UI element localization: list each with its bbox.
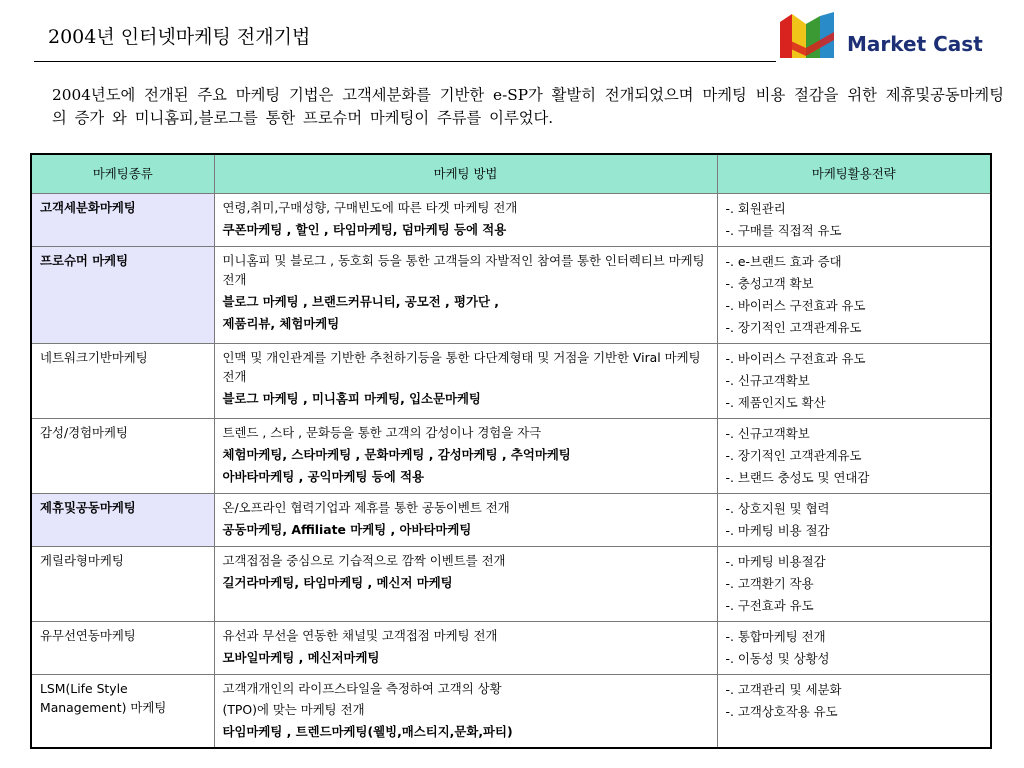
category-cell — [31, 547, 214, 622]
method-cell — [214, 419, 717, 494]
method-text: (TPO)에 맞는 마케팅 전개 — [222, 702, 365, 717]
method-applications: 블로그 마케팅 , 미니홈피 마케팅, 입소문마케팅 — [222, 391, 481, 406]
logo-bars-icon — [776, 6, 856, 62]
strategy-item: -. 바이러스 구전효과 유도 — [725, 298, 866, 313]
method-text: 트렌드 , 스타 , 문화등을 통한 고객의 감성이나 경험을 자극 — [222, 425, 542, 440]
header-category: 마케팅종류 — [31, 154, 214, 194]
strategy-item: -. e-브랜드 효과 증대 — [725, 254, 842, 269]
table-row — [31, 419, 991, 494]
strategy-cell — [717, 494, 991, 547]
table-row — [31, 675, 991, 749]
strategy-item: -. 이동성 및 상황성 — [725, 651, 830, 666]
method-applications: 타임마케팅 , 트렌드마케팅(웰빙,매스티지,문화,파티) — [222, 724, 513, 739]
table-row — [31, 247, 991, 344]
strategy-cell — [717, 194, 991, 247]
method-text: 고객접점을 중심으로 기습적으로 깜짝 이벤트를 전개 — [222, 553, 506, 568]
strategy-item: -. 구전효과 유도 — [725, 598, 814, 613]
marketing-table — [30, 153, 992, 749]
strategy-item: -. 신규고객확보 — [725, 426, 810, 441]
strategy-item: -. 고객환기 작용 — [725, 576, 814, 591]
category-cell — [31, 344, 214, 419]
strategy-item: -. 마케팅 비용 절감 — [725, 523, 830, 538]
strategy-item: -. 구매를 직접적 유도 — [725, 223, 842, 238]
strategy-item: -. 회원관리 — [725, 201, 786, 216]
strategy-item: -. 바이러스 구전효과 유도 — [725, 351, 866, 366]
category-cell — [31, 494, 214, 547]
table-row — [31, 194, 991, 247]
method-cell — [214, 494, 717, 547]
page-title: 2004년 인터넷마케팅 전개기법 — [48, 26, 311, 48]
strategy-item: -. 장기적인 고객관계유도 — [725, 320, 862, 335]
table-row — [31, 547, 991, 622]
method-text: 온/오프라인 협력기업과 제휴를 통한 공동이벤트 전개 — [222, 500, 510, 515]
category-label: 유무선연동마케팅 — [40, 628, 136, 643]
method-applications: 길거라마케팅, 타임마케팅 , 메신저 마케팅 — [222, 575, 453, 590]
category-label: 감성/경험마케팅 — [40, 425, 128, 440]
method-applications: 체험마케팅, 스타마케팅 , 문화마케팅 , 감성마케팅 , 추억마케팅 — [222, 447, 571, 462]
category-cell — [31, 247, 214, 344]
title-divider — [34, 61, 776, 62]
table-header-row — [31, 154, 991, 194]
method-applications: 아바타마케팅 , 공익마케팅 등에 적용 — [222, 469, 425, 484]
strategy-item: -. 신규고객확보 — [725, 373, 810, 388]
strategy-item: -. 브랜드 충성도 및 연대감 — [725, 470, 870, 485]
strategy-item: -. 제품인지도 확산 — [725, 395, 826, 410]
strategy-cell — [717, 344, 991, 419]
strategy-item: -. 고객상호작용 유도 — [725, 704, 838, 719]
category-label: LSM(Life Style Management) 마케팅 — [40, 681, 167, 715]
method-text: 유선과 무선을 연동한 채널및 고객접점 마케팅 전개 — [222, 628, 498, 643]
category-cell — [31, 419, 214, 494]
strategy-cell — [717, 622, 991, 675]
intro-paragraph: 2004년도에 전개된 주요 마케팅 기법은 고객세분화를 기반한 e-SP가 활발히 전개되었으며 마케팅 비용 절감을 위한 제휴및공동마케팅의 증가 와 미니홈피,블로그를 통한 프로슈머 마케팅이 주류를 이루었다. — [52, 86, 1004, 127]
header-strategy: 마케팅활용전략 — [717, 154, 991, 194]
category-label: 네트워크기반마케팅 — [40, 350, 148, 365]
category-label: 프로슈머 마케팅 — [40, 253, 129, 268]
strategy-item: -. 상호지원 및 협력 — [725, 501, 830, 516]
method-cell — [214, 194, 717, 247]
strategy-cell — [717, 547, 991, 622]
strategy-item: -. 마케팅 비용절감 — [725, 554, 826, 569]
strategy-cell — [717, 675, 991, 749]
strategy-cell — [717, 247, 991, 344]
method-applications: 모바일마케팅 , 메신저마케팅 — [222, 650, 380, 665]
method-cell — [214, 247, 717, 344]
category-label: 게릴라형마케팅 — [40, 553, 124, 568]
strategy-item: -. 장기적인 고객관계유도 — [725, 448, 862, 463]
method-applications: 블로그 마케팅 , 브랜드커뮤니티, 공모전 , 평가단 , — [222, 294, 499, 309]
header-method: 마케팅 방법 — [214, 154, 717, 194]
table-row — [31, 344, 991, 419]
method-text: 미니홈피 및 블로그 , 동호회 등을 통한 고객들의 자발적인 참여를 통한 인터렉티브 마케팅 전개 — [222, 253, 705, 287]
strategy-item: -. 충성고객 확보 — [725, 276, 814, 291]
method-cell — [214, 675, 717, 749]
table-row — [31, 494, 991, 547]
category-cell — [31, 622, 214, 675]
method-text: 고객개개인의 라이프스타일을 측정하여 고객의 상황 — [222, 681, 502, 696]
strategy-cell — [717, 419, 991, 494]
strategy-item: -. 고객관리 및 세분화 — [725, 682, 842, 697]
table-row — [31, 622, 991, 675]
category-cell — [31, 675, 214, 749]
method-text: 인맥 및 개인관계를 기반한 추천하기등을 통한 다단계형태 및 거점을 기반한 Viral 마케팅 전개 — [222, 350, 701, 384]
logo-text: Market Cast — [847, 32, 983, 56]
method-applications: 쿠폰마케팅 , 할인 , 타임마케팅, 덤마케팅 등에 적용 — [222, 222, 507, 237]
category-label: 제휴및공동마케팅 — [40, 500, 136, 515]
method-cell — [214, 547, 717, 622]
market-cast-logo — [776, 6, 1021, 62]
category-cell — [31, 194, 214, 247]
method-cell — [214, 622, 717, 675]
method-applications: 제품리뷰, 체험마케팅 — [222, 316, 340, 331]
strategy-item: -. 통합마케팅 전개 — [725, 629, 826, 644]
category-label: 고객세분화마케팅 — [40, 200, 136, 215]
method-text: 연령,취미,구매성향, 구매빈도에 따른 타겟 마케팅 전개 — [222, 200, 518, 215]
method-cell — [214, 344, 717, 419]
method-applications: 공동마케팅, Affiliate 마케팅 , 아바타마케팅 — [222, 522, 472, 537]
